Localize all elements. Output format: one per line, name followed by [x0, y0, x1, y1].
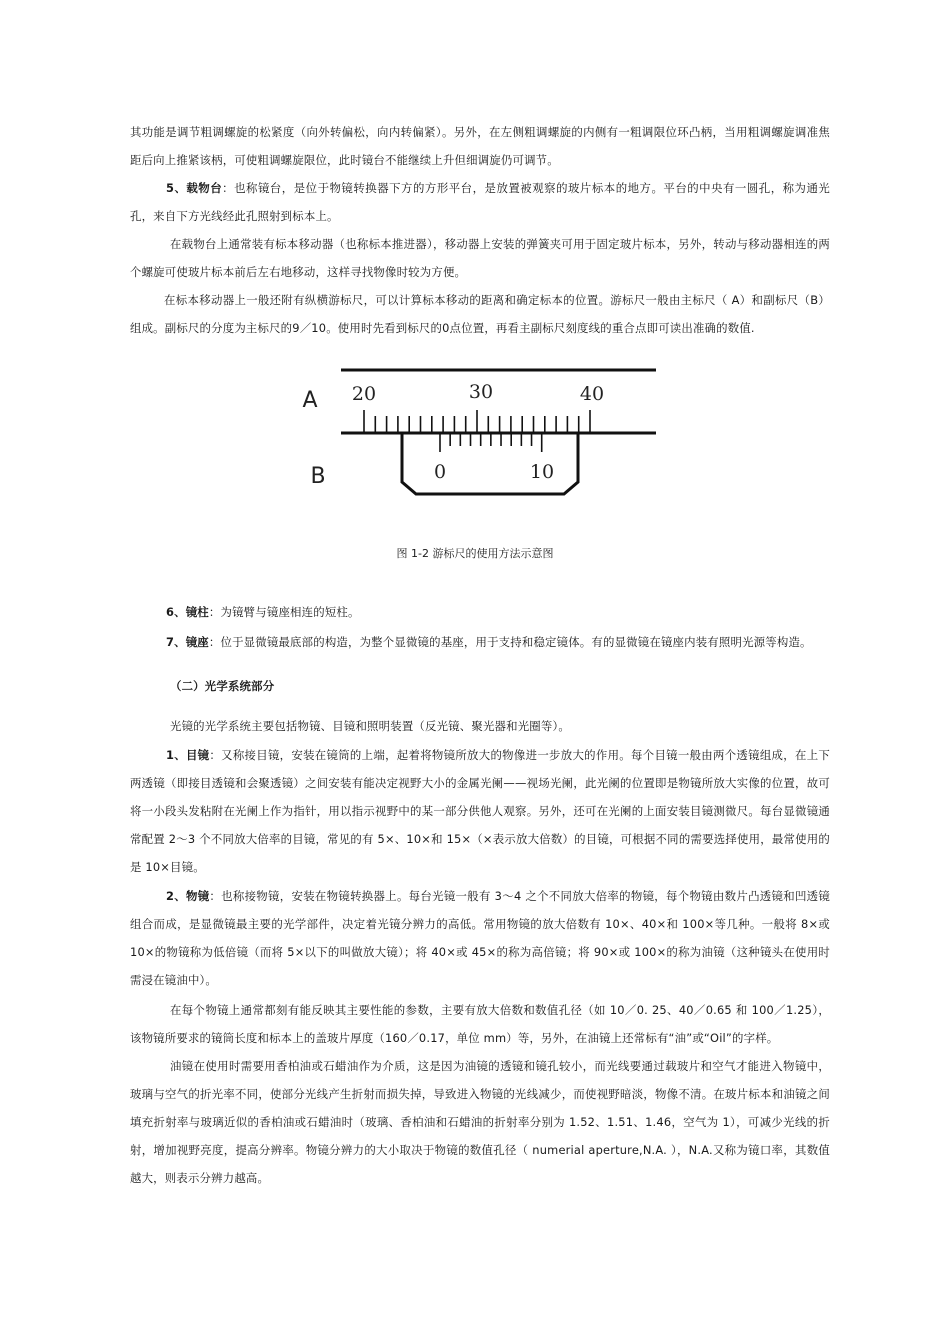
main-scale-ticks	[364, 410, 590, 433]
eyepiece-text: ：又称接目镜，安装在镜筒的上端，起着将物镜所放大的物像进一步放大的作用。每个目镜一般由两个透镜组成，在上下两透镜（即接目透镜和会聚透镜）之间安装有能决定视野大小的金属光阑——视场光阑，此光阑的位置即是物镜所放大实像的位置，故可将一小段头发粘附在光阑上作为指针，用以指示视野中的某一部分供他人观察。另外，还可在光阑的上面安装目镜测微尺。每台显微镜通常配置 2～3 个不同放大倍率的目镜，常见的有 5×、10×和 15×（×表示放大倍数）的目镜，可根据不同的需要选择使用，最常使用的是 10×目镜。	[130, 748, 830, 874]
main-tick-label-40: 40	[579, 383, 605, 405]
paragraph-optical-intro: 光镜的光学系统主要包括物镜、目镜和照明装置（反光镜、聚光器和光圈等）。	[170, 719, 570, 733]
paragraph-eyepiece	[130, 741, 830, 881]
base-label: 7、镜座	[166, 635, 209, 649]
stage-text: ：也称镜台，是位于物镜转换器下方的方形平台，是放置被观察的玻片标本的地方。平台的中央有一圆孔，称为通光孔，来自下方光线经此孔照射到标本上。	[130, 181, 831, 223]
paragraph-oil-immersion: 油镜在使用时需要用香柏油或石蜡油作为介质，这是因为油镜的透镜和镜孔较小，而光线要通过载玻片和空气才能进入物镜中，玻璃与空气的折光率不同，使部分光线产生折射而损失掉，导致进入物镜的光线减少，而使视野暗淡，物像不清。在玻片标本和油镜之间填充折射率与玻璃近似的香柏油或石蜡油时（玻璃、香柏油和石蜡油的折射率分别为 1.52、1.51、1.46，空气为 1），可减少光线的折射，增加视野亮度，提高分辨率。物镜分辨力的大小取决于物镜的数值孔径（ numerial aperture,N.A. ），N.A.又称为镜口率，其数值越大，则表示分辨力越高。	[130, 1059, 830, 1185]
pillar-label: 6、镜柱	[166, 605, 209, 619]
objective-text: ：也称接物镜，安装在物镜转换器上。每台光镜一般有 3～4 之个不同放大倍率的物镜，每个物镜由数片凸透镜和凹透镜组合而成，是显微镜最主要的光学部件，决定着光镜分辨力的高低。常用物镜的放大倍数有 10×、40×和 100×等几种。一般将 8×或 10×的物镜称为低倍镜（而将 5×以下的叫做放大镜）；将 40×或 45×的称为高倍镜；将 90×或 100×的称为油镜（这种镜头在使用时需浸在镜油中）。	[130, 889, 830, 987]
paragraph-coarse-adjust: 其功能是调节粗调螺旋的松紧度（向外转偏松，向内转偏紧）。另外，在左侧粗调螺旋的内侧有一粗调限位环凸柄，当用粗调螺旋调准焦距后向上推紧该柄，可使粗调螺旋限位，此时镜台不能继续上升但细调旋仍可调节。	[130, 125, 830, 167]
paragraph-objective	[130, 882, 830, 994]
objective-label: 2、物镜	[166, 889, 210, 903]
stage-label: 5、载物台	[166, 181, 223, 195]
figure-label-b: B	[310, 464, 326, 489]
main-tick-label-20: 20	[351, 383, 377, 405]
vernier-scale-figure	[0, 358, 950, 498]
vernier-tick-label-0: 0	[433, 461, 447, 483]
figure-label-a: A	[302, 388, 318, 413]
section-heading-optical: （二）光学系统部分	[170, 679, 275, 693]
main-tick-label-30: 30	[468, 381, 494, 403]
base-text: ：位于显微镜最底部的构造，为整个显微镜的基座，用于支持和稳定镜体。有的显微镜在镜座内装有照明光源等构造。	[208, 635, 812, 649]
vernier-tick-label-10: 10	[529, 461, 555, 483]
vernier-scale-ticks	[440, 433, 542, 452]
paragraph-base	[130, 628, 830, 656]
eyepiece-label: 1、目镜	[166, 748, 210, 762]
paragraph-objective-parameters: 在每个物镜上通常都刻有能反映其主要性能的参数，主要有放大倍数和数值孔径（如 10／0. 25、40／0.65 和 100／1.25），该物镜所要求的镜筒长度和标本上的盖玻片厚度（160／0.17，单位 mm）等，另外，在油镜上还常标有“油”或“Oil”的字样。	[130, 1003, 830, 1045]
pillar-text: ：为镜臂与镜座相连的短柱。	[208, 605, 360, 619]
paragraph-vernier: 在标本移动器上一般还附有纵横游标尺，可以计算标本移动的距离和确定标本的位置。游标尺一般由主标尺（ A）和副标尺（B）组成。副标尺的分度为主标尺的9／10。使用时先看到标尺的0点位置，再看主副标尺刻度线的重合点即可读出准确的数值.	[130, 293, 830, 335]
paragraph-stage	[130, 174, 830, 230]
paragraph-pillar	[130, 598, 830, 626]
paragraph-specimen-mover: 在载物台上通常装有标本移动器（也称标本推进器），移动器上安装的弹簧夹可用于固定玻片标本，另外，转动与移动器相连的两个螺旋可使玻片标本前后左右地移动，这样寻找物像时较为方便。	[130, 237, 830, 279]
figure-caption: 图 1-2 游标尺的使用方法示意图	[396, 547, 554, 560]
